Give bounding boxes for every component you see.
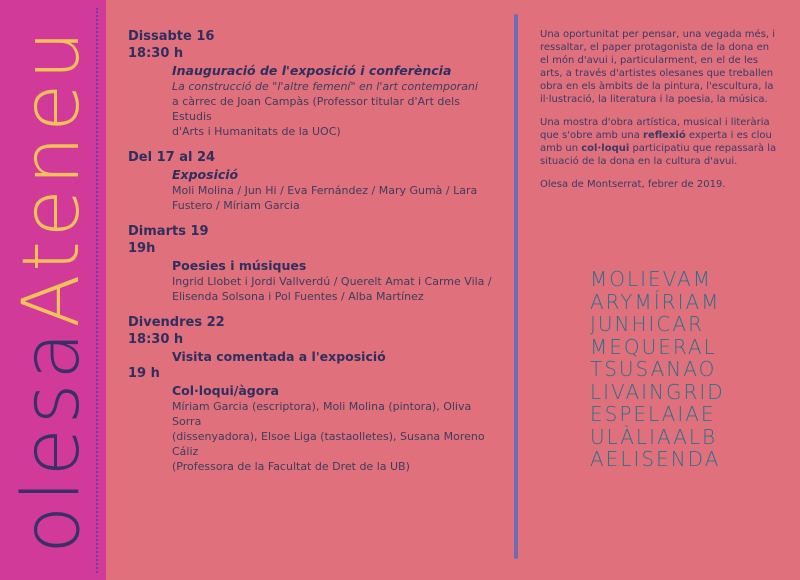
event-time: 19 h [128, 366, 160, 381]
event-time: 18:30 h [128, 46, 184, 61]
dotted-divider [96, 8, 98, 573]
event-title: Exposició [172, 167, 239, 182]
names-line: ARYMÍRIAM [590, 289, 721, 314]
intro-text-span: Una mostra d'obra artística, musical i literària que s'obre amb una [540, 117, 770, 141]
event-time: 19h [128, 241, 156, 256]
event-detail: Moli Molina / Jun Hi / Eva Fernández / Mary Gumà / Lara [172, 184, 478, 197]
names-line: ULÀLIAALB [590, 424, 718, 449]
schedule-day-3 [128, 223, 498, 304]
sidebar-band [0, 0, 106, 580]
schedule-day-1 [128, 28, 498, 139]
event-title: Visita comentada a l'exposició [172, 349, 386, 364]
event-detail: Elisenda Solsona i Pol Fuentes / Alba Martínez [172, 290, 424, 303]
day-heading: Divendres 22 [128, 315, 225, 330]
day-heading: Del 17 al 24 [128, 150, 216, 165]
event-title: Poesies i músiques [172, 258, 307, 273]
names-line: MEQUERAL [590, 334, 717, 359]
names-line: ESPELAIAE [590, 402, 716, 426]
names-line: LIVAINGRID [590, 379, 725, 404]
event-detail: Fustero / Míriam Garcia [172, 199, 300, 212]
event-detail: (dissenyadora), Elsoe Liga (tastaolletes), Susana Moreno Cáliz [172, 430, 485, 458]
brand-logo-ateneu: Ateneu [7, 26, 97, 328]
names-line: JUNHICAR [590, 312, 704, 336]
intro-emphasis: reflexió [643, 130, 686, 141]
brand-logo [7, 26, 97, 554]
day-heading: Dimarts 19 [128, 224, 209, 239]
intro-text-span: experta i es clou amb un [540, 130, 772, 154]
intro-paragraph: Una oportunitat per pensar, una vegada més, i ressaltar, el paper protagonista de la dona en el món d'avui i, particularment, en el de les arts, a través d'artistes olesanes que treballen obra en els àmbits de la pintura, l'escultura, la il·lustració, la literatura i la poesia, la música. [540, 29, 776, 105]
event-title: Col·loqui/àgora [172, 383, 279, 398]
brand-logo-olesa: olesa [7, 327, 97, 554]
intro-paragraph [540, 116, 778, 168]
day-heading: Dissabte 16 [128, 29, 215, 44]
intro-emphasis: col·loqui [581, 143, 630, 154]
intro-text [540, 28, 778, 201]
schedule-day-4 [128, 314, 498, 474]
artist-names-block [590, 268, 750, 471]
vertical-divider [514, 14, 518, 559]
intro-text-span: participatiu que repassarà la situació de la dona en la cultura d'avui. [540, 143, 777, 167]
intro-signature: Olesa de Montserrat, febrer de 2019. [540, 179, 726, 190]
event-detail: a càrrec de Joan Campàs (Professor titular d'Art dels Estudis [172, 95, 460, 123]
event-time: 18:30 h [128, 332, 184, 347]
schedule-day-2 [128, 149, 498, 213]
names-line: AELISENDA [590, 447, 721, 471]
event-detail: Ingrid Llobet i Jordi Vallverdú / Querelt Amat i Carme Vila / [172, 275, 492, 288]
event-detail: d'Arts i Humanitats de la UOC) [172, 125, 341, 138]
event-detail: (Professora de la Facultat de Dret de la UB) [172, 460, 410, 473]
event-title: Inauguració de l'exposició i conferència [172, 63, 452, 78]
names-line: TSUSANAO [590, 357, 717, 381]
event-detail: Míriam Garcia (escriptora), Moli Molina (pintora), Oliva Sorra [172, 400, 472, 428]
event-detail: La construcció de "l'altre femení" en l'art contemporani [172, 80, 478, 93]
schedule [128, 28, 498, 484]
names-line: MOLIEVAM [590, 267, 713, 291]
